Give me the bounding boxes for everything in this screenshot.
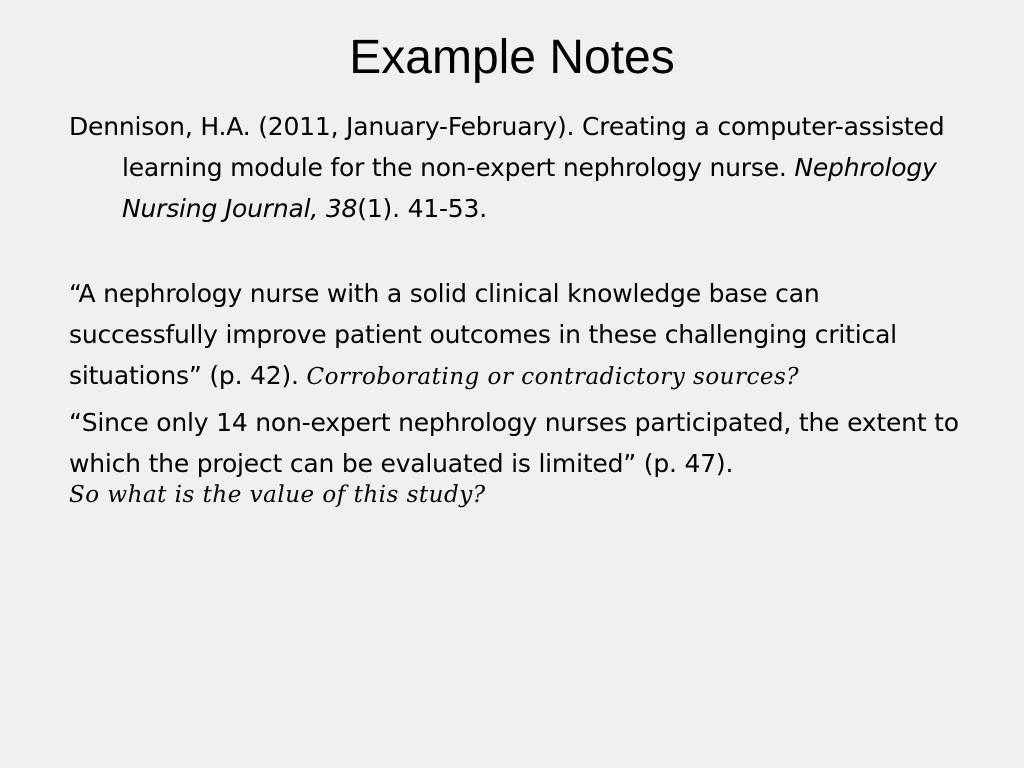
slide-content (69, 106, 959, 516)
citation-authors-title: Dennison, H.A. (2011, January-February). Creating a computer-assisted learning module for the non-expert nephrology nurse. (69, 112, 945, 182)
quote-two-text: “Since only 14 non-expert nephrology nurses participated, the extent to which the project can be evaluated is limited” (p. 47). (69, 408, 959, 478)
citation-issue-pages: (1). 41-53. (357, 194, 487, 223)
quote-two-handwritten-note: So what is the value of this study? (69, 482, 486, 508)
reference-citation (69, 106, 959, 229)
quote-one-handwritten-note: Corroborating or contradictory sources? (306, 364, 800, 390)
citation-journal: Nephrology Nursing Journal, 38 (122, 153, 937, 223)
slide-title: Example Notes (349, 31, 675, 84)
quote-two (69, 402, 959, 510)
quote-one (69, 273, 959, 396)
quote-one-text: “A nephrology nurse with a solid clinical knowledge base can successfully improve patient outcomes in these challenging critical situations” (p. 42). (69, 279, 897, 390)
